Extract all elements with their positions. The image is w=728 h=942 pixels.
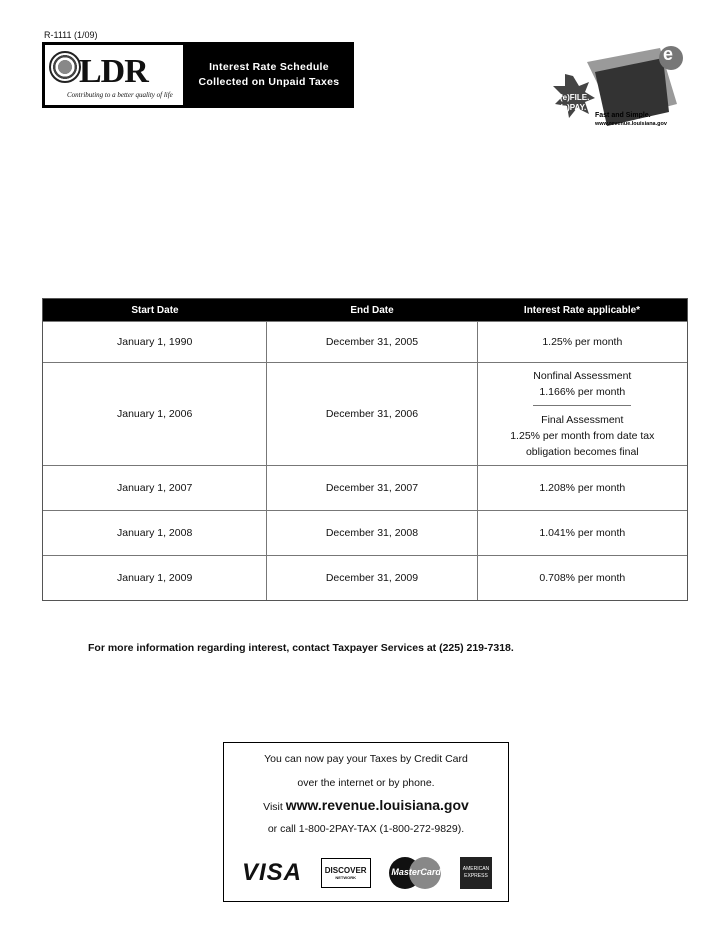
final-rate-line2: obligation becomes final [525,445,639,458]
title-line-2: Collected on Unpaid Taxes [198,76,340,88]
ldr-logo [45,45,183,105]
revenue-website-link[interactable]: www.revenue.louisiana.gov [285,797,469,813]
discover-text: DISCOVER [324,866,367,875]
rate-cell: 1.25% per month [542,336,623,348]
end-date-cell: December 31, 2005 [267,322,477,362]
header-box [42,42,354,108]
end-date-cell: December 31, 2006 [267,363,477,465]
nonfinal-label: Nonfinal Assessment [533,370,632,382]
rate-cell: 1.041% per month [539,527,626,539]
mastercard-text: MasterCard [391,867,441,877]
accepted-cards [242,855,492,891]
efile-slogan: Fast and Simple. [595,112,651,119]
efile-graphic [545,42,685,132]
header-start-date: Start Date [131,304,179,316]
end-date-cell: December 31, 2008 [267,511,477,555]
rate-cell: 1.208% per month [539,482,626,494]
cc-phone-line: or call 1-800-2PAY-TAX (1-800-272-9829). [267,823,465,835]
final-assessment [510,406,654,465]
start-date-cell: January 1, 2006 [43,363,267,465]
mastercard-logo-icon [389,857,441,889]
logo-text: LDR [79,53,148,90]
end-date-cell: December 31, 2009 [267,556,477,600]
start-date-cell: January 1, 2009 [43,556,267,600]
table-row [43,555,687,600]
visa-logo-icon: VISA [242,859,303,886]
efile-letter: e [663,44,674,64]
cc-visit-line [224,797,508,813]
discover-sub-text: NETWORK [335,875,356,880]
logo-tagline: Contributing to a better quality of life [67,91,173,99]
state-seal-icon [49,51,81,83]
contact-info: For more information regarding interest, contact Taxpayer Services at (225) 219-7318. [88,642,514,654]
rate-cell-split [478,363,687,465]
efile-line1: (e)FILE. [560,93,590,102]
efile-url: www.revenue.louisiana.gov [595,121,667,127]
table-row [43,510,687,555]
header-end-date: End Date [350,304,394,316]
table-row [43,321,687,362]
cc-line1: You can now pay your Taxes by Credit Card [264,753,468,765]
rate-cell: 0.708% per month [539,572,626,584]
amex-logo-icon: AMERICAN EXPRESS [460,857,492,889]
interest-rate-table [42,298,688,601]
nonfinal-assessment [533,363,631,406]
cc-visit-label: Visit [263,801,283,813]
nonfinal-rate: 1.166% per month [539,386,626,398]
page-title [185,43,353,107]
credit-card-box [223,742,509,902]
end-date-cell: December 31, 2007 [267,466,477,510]
final-rate-line1: 1.25% per month from date tax [510,429,655,442]
table-row [43,465,687,510]
table-header [43,299,687,321]
title-line-1: Interest Rate Schedule [209,61,329,73]
efile-line2: (e)PAY. [560,103,587,112]
final-label: Final Assessment [541,413,624,426]
start-date-cell: January 1, 2008 [43,511,267,555]
discover-logo-icon [321,858,371,888]
start-date-cell: January 1, 2007 [43,466,267,510]
start-date-cell: January 1, 1990 [43,322,267,362]
table-row [43,362,687,465]
cc-line2: over the internet or by phone. [297,777,435,789]
form-id: R-1111 (1/09) [44,30,98,40]
header-interest-rate: Interest Rate applicable* [523,304,641,316]
